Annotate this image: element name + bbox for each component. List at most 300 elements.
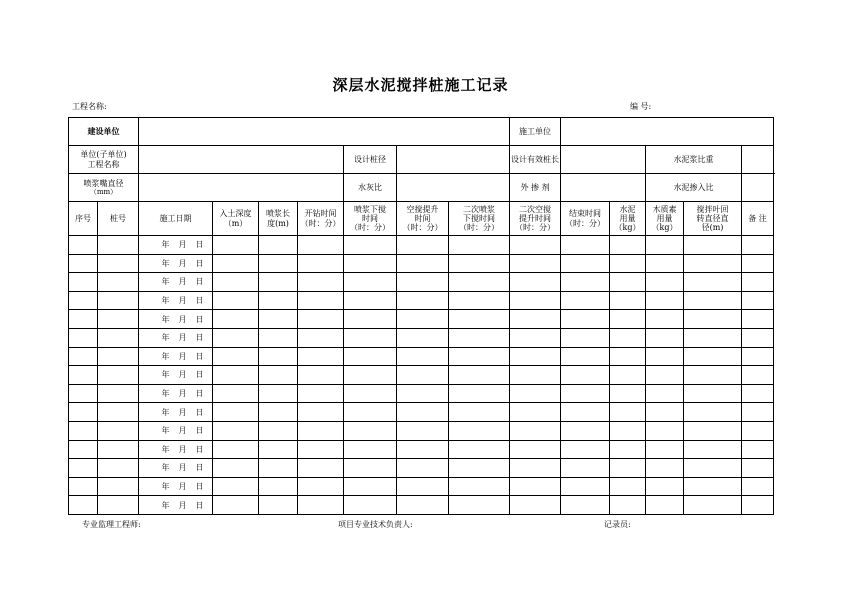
cell-pile[interactable] [98, 328, 139, 347]
cell-empty_up[interactable] [397, 236, 449, 255]
cell-spray_len[interactable] [259, 236, 298, 255]
column-header-blade_dia-line1: 搅拌叶回 [696, 204, 729, 214]
cell-drill_start[interactable] [298, 236, 344, 255]
nozzle-diameter-label-line1: 喷浆嘴直径 [83, 178, 124, 188]
date-cell[interactable] [139, 254, 213, 273]
column-header-empty_up-line1: 空搅提升 [406, 204, 439, 214]
cell-second_empty[interactable] [510, 384, 561, 403]
sub-unit-label [69, 146, 139, 174]
cell-wood_amt[interactable] [646, 236, 684, 255]
column-header-end_time [561, 202, 610, 236]
column-header-spray_len [259, 202, 298, 236]
page-title: 深层水泥搅拌桩施工记录 [332, 76, 509, 94]
date-cell[interactable] [139, 496, 213, 515]
cell-second_empty[interactable] [510, 291, 561, 310]
cell-blade_dia[interactable] [684, 384, 742, 403]
water-cement-ratio-value[interactable] [397, 174, 510, 202]
cement-slurry-density-label: 水泥浆比重 [646, 146, 742, 174]
cell-empty_up[interactable] [397, 477, 449, 496]
date-day-label: 日 [195, 240, 204, 250]
cell-remark[interactable] [742, 421, 774, 440]
cell-spray_down[interactable] [344, 403, 397, 422]
cell-second_empty[interactable] [510, 477, 561, 496]
date-cell[interactable] [139, 421, 213, 440]
cell-remark[interactable] [742, 291, 774, 310]
cell-second_empty[interactable] [510, 421, 561, 440]
cell-wood_amt[interactable] [646, 459, 684, 478]
cell-wood_amt[interactable] [646, 328, 684, 347]
date-year-label: 年 [161, 314, 170, 324]
cell-blade_dia[interactable] [684, 291, 742, 310]
design-pile-diameter-value[interactable] [397, 146, 510, 174]
cell-cement_amt[interactable] [610, 236, 646, 255]
cell-depth[interactable] [213, 273, 259, 292]
cell-second_spray[interactable] [449, 328, 510, 347]
cell-depth[interactable] [213, 403, 259, 422]
cell-spray_down[interactable] [344, 459, 397, 478]
date-cell[interactable] [139, 403, 213, 422]
cell-second_spray[interactable] [449, 384, 510, 403]
cell-remark[interactable] [742, 440, 774, 459]
cell-remark[interactable] [742, 384, 774, 403]
cell-spray_down[interactable] [344, 421, 397, 440]
cell-remark[interactable] [742, 366, 774, 385]
cell-seq[interactable] [69, 291, 98, 310]
column-header-cement_amt-line2: 用量 [619, 213, 636, 223]
cell-blade_dia[interactable] [684, 236, 742, 255]
cell-blade_dia[interactable] [684, 459, 742, 478]
cell-blade_dia[interactable] [684, 273, 742, 292]
date-cell[interactable] [139, 291, 213, 310]
cell-second_empty[interactable] [510, 328, 561, 347]
cell-end_time[interactable] [561, 440, 610, 459]
column-header-cement_amt [610, 202, 646, 236]
cell-spray_len[interactable] [259, 496, 298, 515]
cell-cement_amt[interactable] [610, 328, 646, 347]
cell-wood_amt[interactable] [646, 403, 684, 422]
cell-depth[interactable] [213, 291, 259, 310]
cell-blade_dia[interactable] [684, 310, 742, 329]
cell-remark[interactable] [742, 310, 774, 329]
cell-remark[interactable] [742, 273, 774, 292]
cell-drill_start[interactable] [298, 254, 344, 273]
cell-spray_len[interactable] [259, 459, 298, 478]
cell-seq[interactable] [69, 236, 98, 255]
date-month-label: 月 [178, 388, 187, 398]
cement-content-ratio-value[interactable] [742, 174, 774, 202]
date-year-label: 年 [161, 407, 170, 417]
cell-second_spray[interactable] [449, 403, 510, 422]
cell-wood_amt[interactable] [646, 366, 684, 385]
cell-blade_dia[interactable] [684, 477, 742, 496]
cell-drill_start[interactable] [298, 366, 344, 385]
date-month-label: 月 [178, 481, 187, 491]
cell-remark[interactable] [742, 347, 774, 366]
cell-seq[interactable] [69, 459, 98, 478]
cell-drill_start[interactable] [298, 496, 344, 515]
cell-drill_start[interactable] [298, 347, 344, 366]
date-year-label: 年 [161, 295, 170, 305]
cell-empty_up[interactable] [397, 366, 449, 385]
date-year-label: 年 [161, 481, 170, 491]
cell-second_empty[interactable] [510, 496, 561, 515]
cell-depth[interactable] [213, 421, 259, 440]
design-effective-length-value[interactable] [561, 146, 646, 174]
cell-end_time[interactable] [561, 347, 610, 366]
column-header-spray_down-line2: 时间 [362, 213, 378, 223]
cell-cement_amt[interactable] [610, 421, 646, 440]
cell-spray_down[interactable] [344, 347, 397, 366]
cell-end_time[interactable] [561, 366, 610, 385]
cell-spray_down[interactable] [344, 291, 397, 310]
date-cell[interactable] [139, 459, 213, 478]
cell-pile[interactable] [98, 236, 139, 255]
cell-end_time[interactable] [561, 384, 610, 403]
date-year-label: 年 [161, 258, 170, 268]
date-year-label: 年 [161, 388, 170, 398]
cell-spray_down[interactable] [344, 496, 397, 515]
date-month-label: 月 [178, 444, 187, 454]
date-month-label: 月 [178, 407, 187, 417]
cell-seq[interactable] [69, 421, 98, 440]
date-day-label: 日 [195, 500, 204, 510]
date-month-label: 月 [178, 500, 187, 510]
date-day-label: 日 [195, 314, 204, 324]
column-header-second_empty [510, 202, 561, 236]
cell-seq[interactable] [69, 366, 98, 385]
column-header-second_spray-line1: 二次喷浆 [463, 204, 495, 214]
cell-remark[interactable] [742, 496, 774, 515]
cell-wood_amt[interactable] [646, 291, 684, 310]
cell-second_spray[interactable] [449, 310, 510, 329]
column-header-second_empty-line1: 二次空搅 [519, 204, 552, 214]
cell-depth[interactable] [213, 310, 259, 329]
cell-depth[interactable] [213, 366, 259, 385]
cell-empty_up[interactable] [397, 328, 449, 347]
cell-cement_amt[interactable] [610, 366, 646, 385]
cell-seq[interactable] [69, 254, 98, 273]
cell-second_spray[interactable] [449, 496, 510, 515]
cell-spray_len[interactable] [259, 254, 298, 273]
cell-spray_down[interactable] [344, 236, 397, 255]
date-day-label: 日 [195, 426, 204, 436]
date-cell[interactable] [139, 347, 213, 366]
column-header-drill_start-line2: （时：分） [300, 218, 341, 228]
cell-spray_len[interactable] [259, 440, 298, 459]
cell-drill_start[interactable] [298, 477, 344, 496]
cell-pile[interactable] [98, 273, 139, 292]
table-row [69, 384, 774, 403]
date-year-label: 年 [161, 333, 170, 343]
info-row-1 [69, 118, 774, 146]
cell-second_spray[interactable] [449, 347, 510, 366]
builder-unit-value[interactable] [561, 118, 774, 146]
cell-second_spray[interactable] [449, 236, 510, 255]
cell-remark[interactable] [742, 403, 774, 422]
date-cell[interactable] [139, 236, 213, 255]
cell-depth[interactable] [213, 384, 259, 403]
cell-end_time[interactable] [561, 403, 610, 422]
cell-spray_len[interactable] [259, 273, 298, 292]
date-month-label: 月 [178, 277, 187, 287]
cell-second_spray[interactable] [449, 273, 510, 292]
cell-second_empty[interactable] [510, 254, 561, 273]
cell-seq[interactable] [69, 440, 98, 459]
tech-lead-signature-label: 项目专业技术负责人: [338, 520, 413, 529]
cell-second_empty[interactable] [510, 459, 561, 478]
cell-second_empty[interactable] [510, 236, 561, 255]
number-label: 编 号: [630, 102, 652, 111]
cell-spray_len[interactable] [259, 421, 298, 440]
cell-blade_dia[interactable] [684, 366, 742, 385]
cell-blade_dia[interactable] [684, 328, 742, 347]
cell-remark[interactable] [742, 236, 774, 255]
cell-end_time[interactable] [561, 291, 610, 310]
cell-empty_up[interactable] [397, 459, 449, 478]
cell-depth[interactable] [213, 254, 259, 273]
cell-wood_amt[interactable] [646, 347, 684, 366]
cell-spray_len[interactable] [259, 366, 298, 385]
date-cell[interactable] [139, 310, 213, 329]
cell-second_empty[interactable] [510, 347, 561, 366]
cell-seq[interactable] [69, 496, 98, 515]
cell-end_time[interactable] [561, 236, 610, 255]
cell-pile[interactable] [98, 366, 139, 385]
cell-drill_start[interactable] [298, 291, 344, 310]
cell-drill_start[interactable] [298, 440, 344, 459]
cell-seq[interactable] [69, 403, 98, 422]
cell-depth[interactable] [213, 328, 259, 347]
info-row-2 [69, 146, 774, 174]
cell-remark[interactable] [742, 459, 774, 478]
cell-cement_amt[interactable] [610, 459, 646, 478]
cell-empty_up[interactable] [397, 254, 449, 273]
cell-drill_start[interactable] [298, 328, 344, 347]
column-header-second_empty-line3: （时：分） [515, 223, 556, 233]
cell-blade_dia[interactable] [684, 403, 742, 422]
table-row [69, 421, 774, 440]
cell-end_time[interactable] [561, 459, 610, 478]
cell-wood_amt[interactable] [646, 273, 684, 292]
date-year-label: 年 [161, 277, 170, 287]
cell-wood_amt[interactable] [646, 477, 684, 496]
sub-unit-value[interactable] [139, 146, 344, 174]
column-header-seq-line1: 序号 [75, 213, 91, 223]
cement-slurry-density-value[interactable] [742, 146, 774, 174]
date-month-label: 月 [178, 295, 187, 305]
design-pile-diameter-label: 设计桩径 [344, 146, 397, 174]
cell-cement_amt[interactable] [610, 384, 646, 403]
cell-empty_up[interactable] [397, 347, 449, 366]
cell-cement_amt[interactable] [610, 291, 646, 310]
recorder-signature-label: 记录员: [604, 520, 631, 529]
cell-second_empty[interactable] [510, 366, 561, 385]
cell-spray_down[interactable] [344, 273, 397, 292]
cell-second_spray[interactable] [449, 366, 510, 385]
cell-pile[interactable] [98, 384, 139, 403]
date-cell[interactable] [139, 440, 213, 459]
cell-wood_amt[interactable] [646, 384, 684, 403]
cell-wood_amt[interactable] [646, 496, 684, 515]
cell-spray_len[interactable] [259, 328, 298, 347]
date-cell[interactable] [139, 328, 213, 347]
cell-spray_down[interactable] [344, 254, 397, 273]
cell-end_time[interactable] [561, 273, 610, 292]
cell-pile[interactable] [98, 254, 139, 273]
cell-blade_dia[interactable] [684, 421, 742, 440]
date-cell[interactable] [139, 384, 213, 403]
cell-spray_len[interactable] [259, 477, 298, 496]
column-header-blade_dia [684, 202, 742, 236]
cell-empty_up[interactable] [397, 273, 449, 292]
column-header-wood_amt [646, 202, 684, 236]
cell-cement_amt[interactable] [610, 254, 646, 273]
cell-cement_amt[interactable] [610, 496, 646, 515]
cell-empty_up[interactable] [397, 291, 449, 310]
cell-pile[interactable] [98, 496, 139, 515]
cell-remark[interactable] [742, 254, 774, 273]
cell-second_spray[interactable] [449, 291, 510, 310]
cell-end_time[interactable] [561, 328, 610, 347]
cell-drill_start[interactable] [298, 384, 344, 403]
cell-empty_up[interactable] [397, 310, 449, 329]
cell-seq[interactable] [69, 477, 98, 496]
nozzle-diameter-value[interactable] [139, 174, 344, 202]
cell-second_empty[interactable] [510, 310, 561, 329]
cell-drill_start[interactable] [298, 273, 344, 292]
cell-second_empty[interactable] [510, 440, 561, 459]
cell-cement_amt[interactable] [610, 347, 646, 366]
cell-cement_amt[interactable] [610, 440, 646, 459]
cell-spray_down[interactable] [344, 477, 397, 496]
column-header-empty_up-line3: （时：分） [402, 223, 443, 233]
cell-pile[interactable] [98, 347, 139, 366]
cell-cement_amt[interactable] [610, 310, 646, 329]
column-header-row [69, 202, 774, 236]
cell-blade_dia[interactable] [684, 254, 742, 273]
cell-end_time[interactable] [561, 421, 610, 440]
cell-spray_len[interactable] [259, 291, 298, 310]
cell-seq[interactable] [69, 328, 98, 347]
cell-drill_start[interactable] [298, 459, 344, 478]
cell-empty_up[interactable] [397, 421, 449, 440]
cell-blade_dia[interactable] [684, 347, 742, 366]
cell-empty_up[interactable] [397, 440, 449, 459]
cell-second_spray[interactable] [449, 459, 510, 478]
cell-second_empty[interactable] [510, 273, 561, 292]
cell-pile[interactable] [98, 291, 139, 310]
cell-pile[interactable] [98, 440, 139, 459]
construction-unit-value[interactable] [139, 118, 510, 146]
water-cement-ratio-label: 水灰比 [344, 174, 397, 202]
cell-empty_up[interactable] [397, 403, 449, 422]
column-header-date [139, 202, 213, 236]
cell-cement_amt[interactable] [610, 403, 646, 422]
date-year-label: 年 [161, 444, 170, 454]
cell-second_empty[interactable] [510, 403, 561, 422]
nozzle-diameter-label-line2: （mm） [89, 188, 118, 197]
cell-blade_dia[interactable] [684, 496, 742, 515]
cell-pile[interactable] [98, 477, 139, 496]
date-month-label: 月 [178, 314, 187, 324]
date-cell[interactable] [139, 273, 213, 292]
cell-spray_down[interactable] [344, 440, 397, 459]
cell-wood_amt[interactable] [646, 310, 684, 329]
cell-wood_amt[interactable] [646, 421, 684, 440]
cell-pile[interactable] [98, 459, 139, 478]
cell-spray_len[interactable] [259, 384, 298, 403]
cell-drill_start[interactable] [298, 403, 344, 422]
cell-seq[interactable] [69, 384, 98, 403]
cell-depth[interactable] [213, 347, 259, 366]
date-day-label: 日 [195, 388, 204, 398]
date-month-label: 月 [178, 426, 187, 436]
table-row [69, 440, 774, 459]
cell-end_time[interactable] [561, 496, 610, 515]
cell-drill_start[interactable] [298, 421, 344, 440]
cell-remark[interactable] [742, 328, 774, 347]
cell-spray_len[interactable] [259, 403, 298, 422]
cell-spray_down[interactable] [344, 310, 397, 329]
cell-spray_len[interactable] [259, 310, 298, 329]
cell-end_time[interactable] [561, 310, 610, 329]
cell-drill_start[interactable] [298, 310, 344, 329]
cell-empty_up[interactable] [397, 496, 449, 515]
cell-cement_amt[interactable] [610, 273, 646, 292]
cell-spray_len[interactable] [259, 347, 298, 366]
date-month-label: 月 [178, 258, 187, 268]
cell-second_spray[interactable] [449, 477, 510, 496]
cell-end_time[interactable] [561, 254, 610, 273]
cement-content-ratio-label: 水泥掺入比 [646, 174, 742, 202]
cell-depth[interactable] [213, 236, 259, 255]
cell-depth[interactable] [213, 440, 259, 459]
cell-seq[interactable] [69, 273, 98, 292]
cell-pile[interactable] [98, 310, 139, 329]
column-header-drill_start-line1: 开钻时间 [304, 209, 337, 219]
cell-depth[interactable] [213, 496, 259, 515]
cell-second_spray[interactable] [449, 421, 510, 440]
date-cell[interactable] [139, 477, 213, 496]
date-year-label: 年 [161, 370, 170, 380]
cell-end_time[interactable] [561, 477, 610, 496]
cell-cement_amt[interactable] [610, 477, 646, 496]
date-cell[interactable] [139, 366, 213, 385]
cell-spray_down[interactable] [344, 366, 397, 385]
column-header-depth [213, 202, 259, 236]
cell-seq[interactable] [69, 347, 98, 366]
cell-wood_amt[interactable] [646, 254, 684, 273]
cell-second_spray[interactable] [449, 254, 510, 273]
cell-spray_down[interactable] [344, 328, 397, 347]
date-month-label: 月 [178, 333, 187, 343]
cell-remark[interactable] [742, 477, 774, 496]
column-header-drill_start [298, 202, 344, 236]
admixture-value[interactable] [561, 174, 646, 202]
date-month-label: 月 [178, 370, 187, 380]
table-row [69, 496, 774, 515]
cell-spray_down[interactable] [344, 384, 397, 403]
cell-depth[interactable] [213, 477, 259, 496]
cell-depth[interactable] [213, 459, 259, 478]
cell-pile[interactable] [98, 421, 139, 440]
cell-seq[interactable] [69, 310, 98, 329]
cell-second_spray[interactable] [449, 440, 510, 459]
cell-blade_dia[interactable] [684, 440, 742, 459]
cell-wood_amt[interactable] [646, 440, 684, 459]
cell-empty_up[interactable] [397, 384, 449, 403]
cell-pile[interactable] [98, 403, 139, 422]
